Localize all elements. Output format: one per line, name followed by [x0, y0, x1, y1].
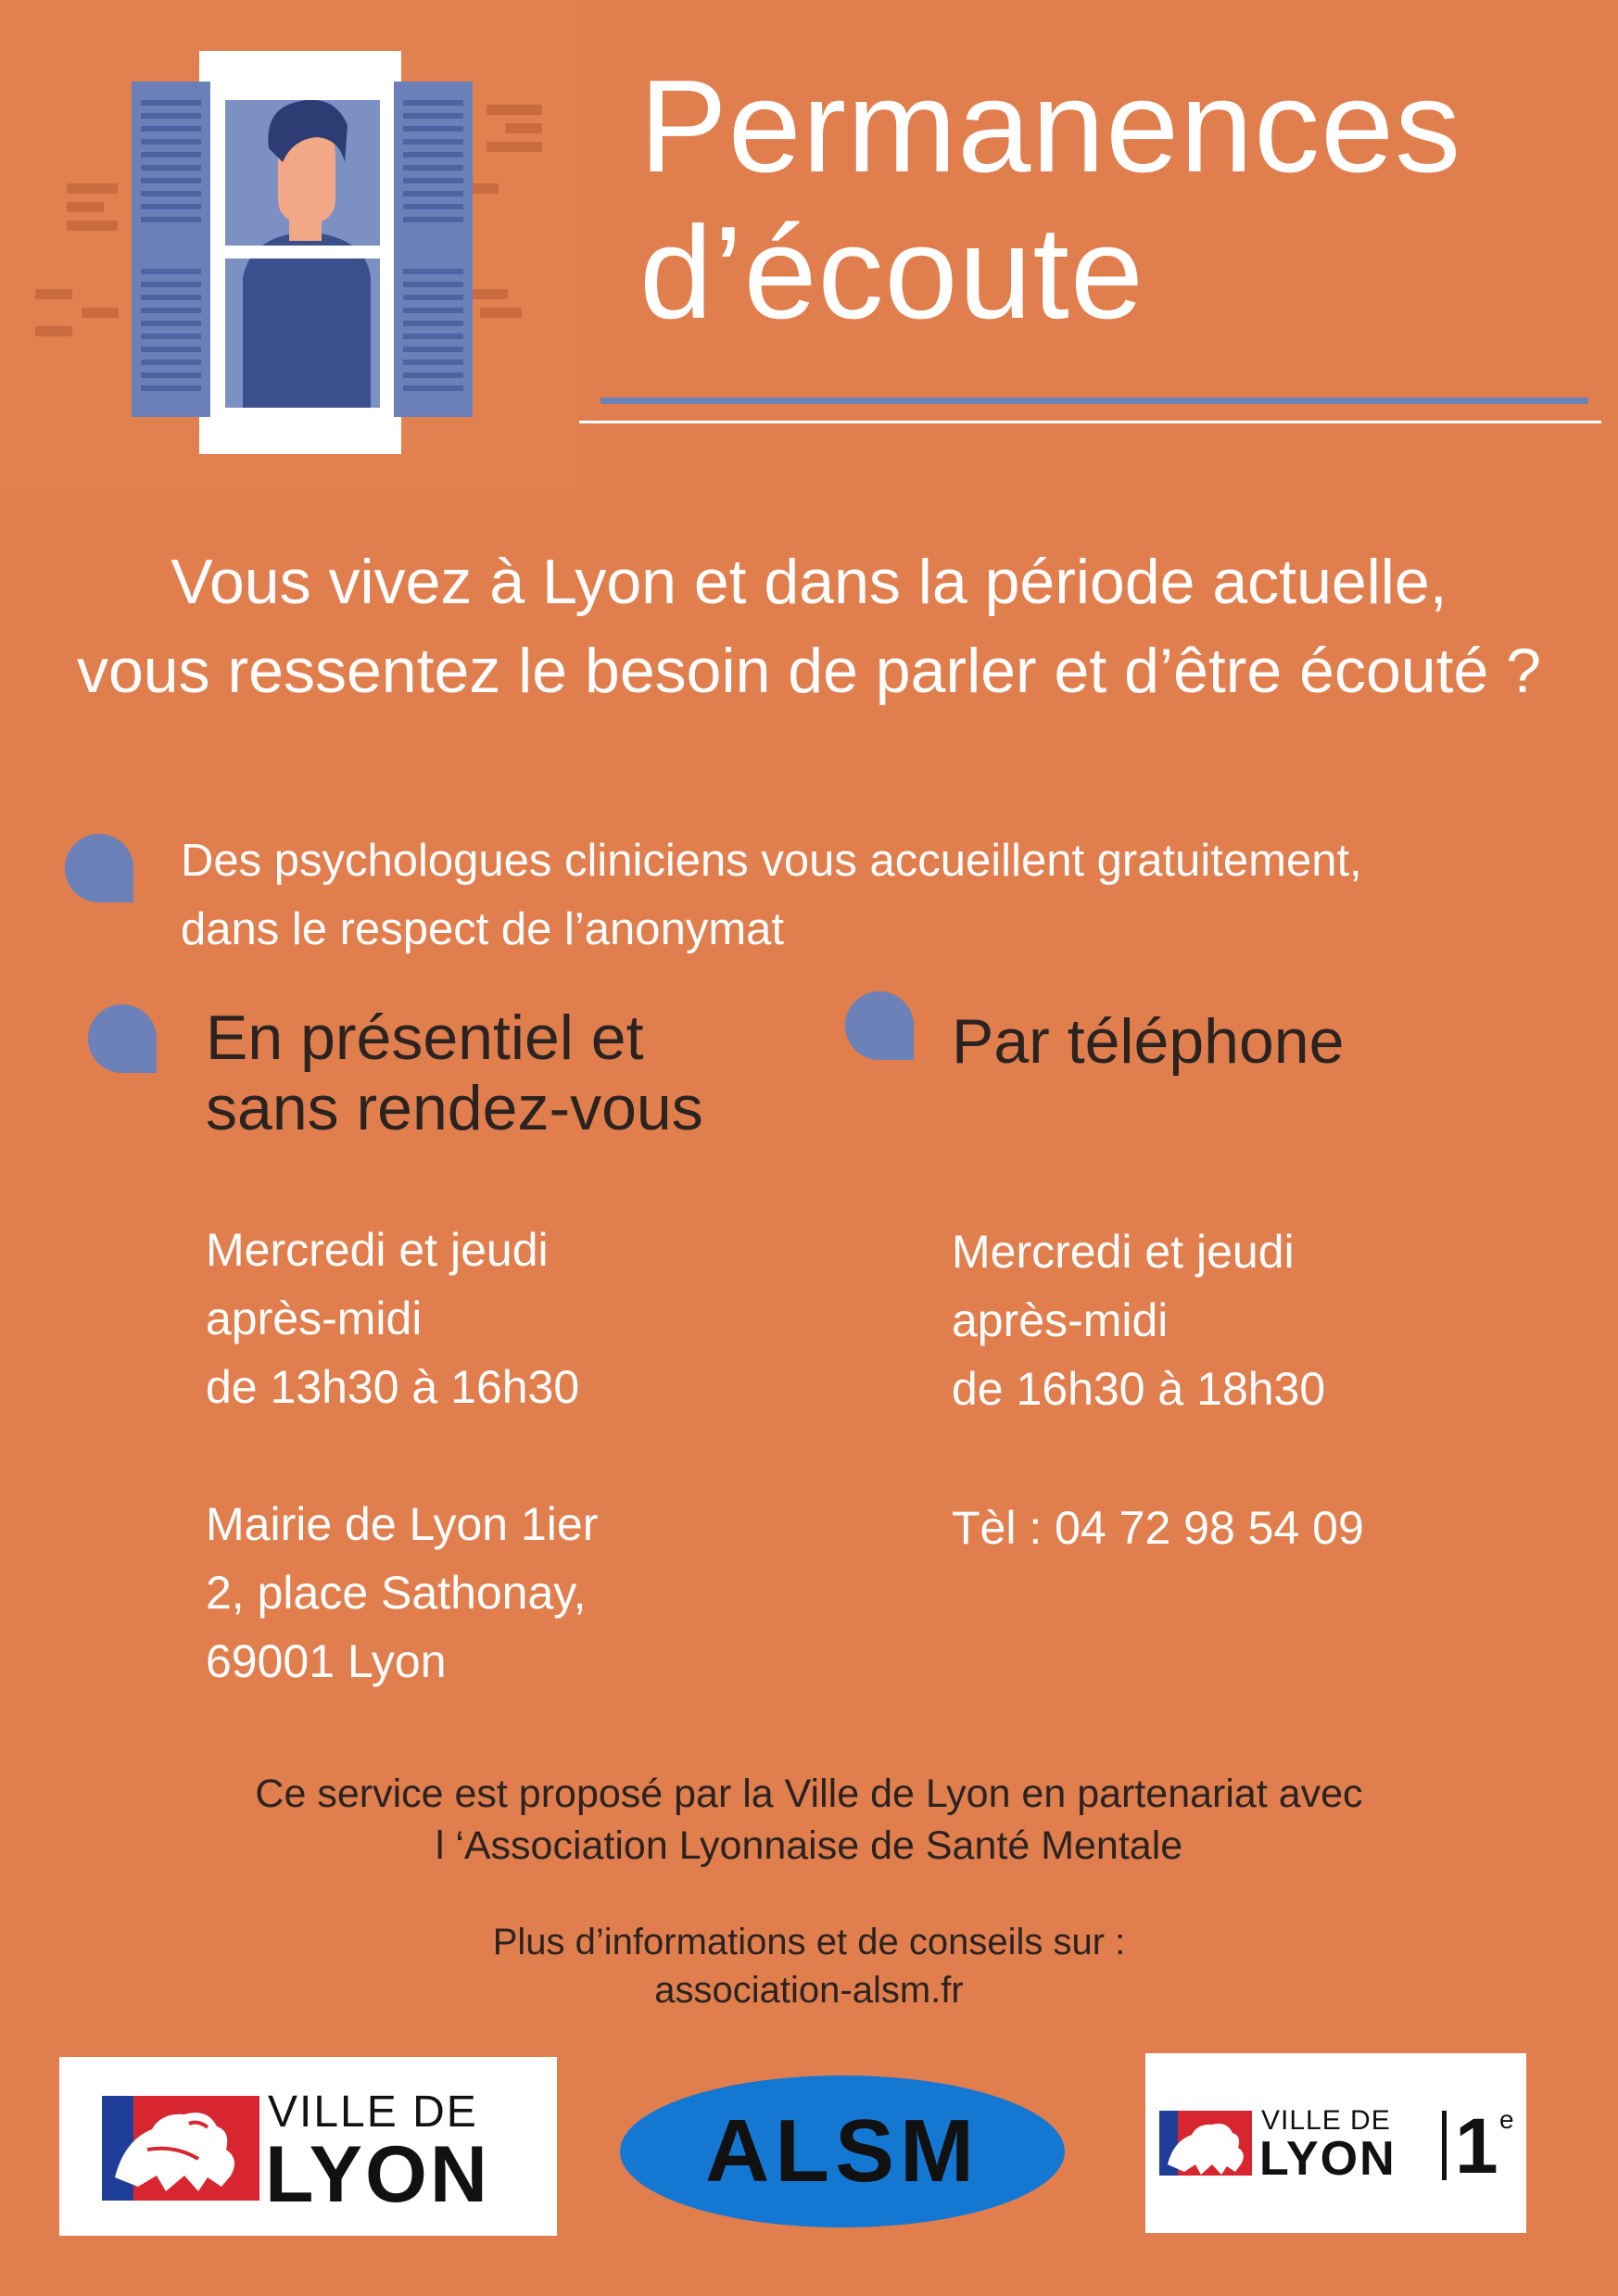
in-person-days: Mercredi et jeudi — [206, 1224, 549, 1276]
in-person-schedule — [206, 1216, 579, 1421]
website-link[interactable]: association-alsm.fr — [654, 1970, 964, 2011]
lyon-text: LYON — [265, 2130, 490, 2219]
in-person-title — [206, 1003, 703, 1143]
phone-number — [952, 1494, 1364, 1562]
in-person-title-line-1: En présentiel et — [206, 1003, 644, 1073]
in-person-address — [206, 1490, 598, 1696]
in-person-title-line-2: sans rendez-vous — [206, 1073, 703, 1143]
in-person-period: après-midi — [206, 1293, 423, 1344]
speech-bubble-icon — [86, 1003, 158, 1075]
arrondissement-suffix: e — [1499, 2105, 1514, 2134]
ville-de-lyon-1e-logo — [1145, 2053, 1526, 2233]
page-title — [639, 54, 1594, 347]
in-person-hours: de 13h30 à 16h30 — [206, 1361, 580, 1413]
title-divider-blue — [600, 397, 1588, 404]
ville-de-text: VILLE DE — [268, 2088, 478, 2137]
ville-de-text: VILLE DE — [1261, 2105, 1391, 2136]
speech-bubble-icon — [843, 990, 916, 1062]
title-divider-white — [579, 421, 1601, 423]
lyon-text: LYON — [1259, 2132, 1397, 2186]
phone-title-text: Par téléphone — [952, 1006, 1345, 1077]
title-line-2: d’écoute — [639, 199, 1144, 347]
phone-days: Mercredi et jeudi — [952, 1226, 1295, 1278]
alsm-logo — [617, 2073, 1068, 2230]
phone-hours: de 16h30 à 18h30 — [952, 1363, 1326, 1415]
more-info-line-1: Plus d’informations et de conseils sur : — [492, 1922, 1126, 1962]
ville-de-lyon-logo — [59, 2057, 557, 2236]
intro-line-1: Vous vivez à Lyon et dans la période actuelle, — [171, 547, 1447, 617]
info-line-2: dans le respect de l’anonymat — [181, 904, 784, 954]
phone-number-text: Tèl : 04 72 98 54 09 — [952, 1502, 1364, 1554]
more-info — [0, 1918, 1618, 2014]
address-line-3: 69001 Lyon — [206, 1635, 447, 1687]
address-line-2: 2, place Sathonay, — [206, 1567, 587, 1619]
info-text — [181, 826, 1571, 964]
phone-title — [952, 1006, 1344, 1077]
alsm-text: ALSM — [705, 2101, 980, 2201]
intro-question — [0, 537, 1618, 715]
arrondissement-number: 1 — [1455, 2102, 1498, 2189]
address-line-1: Mairie de Lyon 1ier — [206, 1498, 599, 1550]
speech-bubble-icon — [63, 832, 135, 904]
phone-schedule — [952, 1217, 1325, 1423]
partnership-credit — [0, 1768, 1618, 1872]
title-line-1: Permanences — [639, 53, 1462, 200]
window-illustration — [0, 0, 577, 487]
info-line-1: Des psychologues cliniciens vous accueillent gratuitement, — [181, 836, 1362, 886]
credit-line-2: l ‘Association Lyonnaise de Santé Mentale — [435, 1823, 1183, 1868]
phone-period: après-midi — [952, 1294, 1169, 1346]
credit-line-1: Ce service est proposé par la Ville de Lyon en partenariat avec — [255, 1772, 1363, 1816]
intro-line-2: vous ressentez le besoin de parler et d’être écouté ? — [76, 636, 1542, 706]
